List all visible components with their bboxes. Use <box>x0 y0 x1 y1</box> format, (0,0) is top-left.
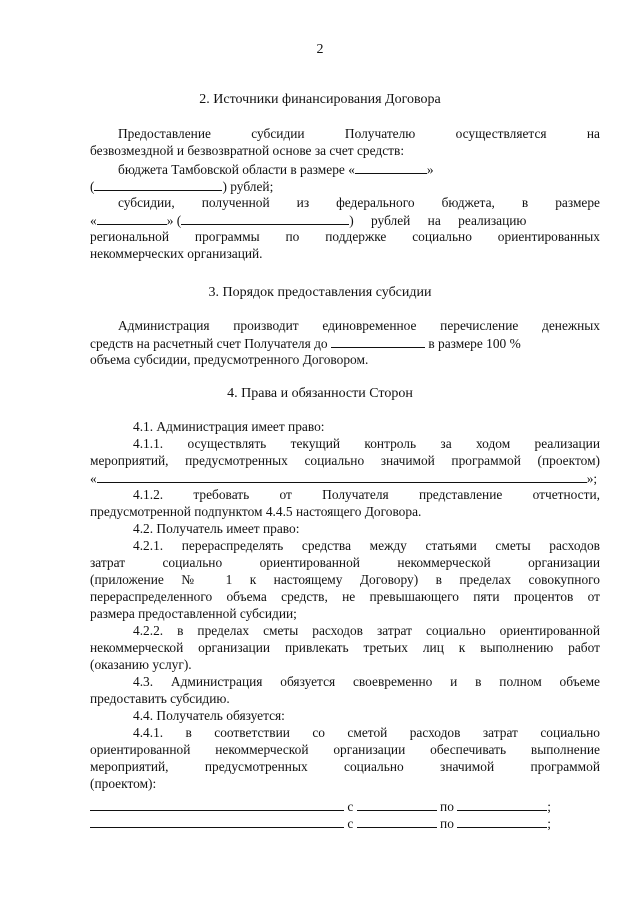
p4-4-1-line-3: мероприятий, предусмотренных социально значимой программой <box>90 759 600 774</box>
section-4-title: 4. Права и обязанности Сторон <box>227 386 413 401</box>
p4-2-1-line-5: размера предоставленной субсидии; <box>90 606 297 621</box>
s3-line-2: средств на расчетный счет Получателя до в размере 100 % <box>90 336 521 351</box>
p4-2-2-line-2: некоммерческой организации привлекать третьих лиц к выполнению работ <box>90 640 600 655</box>
blank-field[interactable] <box>357 798 437 811</box>
p4-2: 4.2. Получатель имеет право: <box>133 521 300 536</box>
p4-1-2-line-2: предусмотренной подпунктом 4.4.5 настоящего Договора. <box>90 504 422 519</box>
s3-line-1: Администрация производит единовременное перечисление денежных <box>118 318 600 333</box>
p4-4: 4.4. Получатель обязуется: <box>133 708 285 723</box>
p4-2-1-line-1: 4.2.1. перераспределять средства между статьями сметы расходов <box>133 538 600 553</box>
section-2-title: 2. Источники финансирования Договора <box>199 92 441 107</box>
blank-field[interactable] <box>331 335 425 348</box>
p4-2-1-line-4: перераспределенного объема средств, не превышающего пяти процентов от <box>90 589 600 604</box>
p4-1-1-line-2: мероприятий, предусмотренных социально значимой программой (проектом) <box>90 453 600 468</box>
s2-line-3-text: бюджета Тамбовской области в размере « <box>118 162 355 177</box>
s2-line-8: некоммерческих организаций. <box>90 246 263 261</box>
p4-2-1-line-3: (приложение № 1 к настоящему Договору) в пределах совокупного <box>90 572 600 587</box>
s2-line-4: ( ) рублей; <box>90 179 274 194</box>
p4-4-1-line-4: (проектом): <box>90 776 157 791</box>
s3-line-3: объема субсидии, предусмотренного Договором. <box>90 352 369 367</box>
s2-line-2: безвозмездной и безвозвратной основе за счет средств: <box>90 143 405 158</box>
blank-field[interactable] <box>94 178 222 191</box>
s2-line-6: « » ( ) рублей на реализацию <box>90 213 527 228</box>
blank-field[interactable] <box>457 815 547 828</box>
s2-line-1: Предоставление субсидии Получателю осуществляется на <box>118 126 600 141</box>
p4-4-1-line-1: 4.4.1. в соответствии со сметой расходов затрат социально <box>133 725 600 740</box>
p4-4-1-line-2: ориентированной некоммерческой организации обеспечивать выполнение <box>90 742 600 757</box>
p4-1-2-line-1: 4.1.2. требовать от Получателя представление отчетности, <box>133 487 600 502</box>
period-row: с по ; <box>90 798 600 815</box>
blank-field[interactable] <box>181 212 349 225</box>
blank-field[interactable] <box>457 798 547 811</box>
blank-field[interactable] <box>90 815 344 828</box>
period-row: с по ; <box>90 815 600 832</box>
s2-line-7: региональной программы по поддержке социально ориентированных <box>90 229 600 244</box>
page-number: 2 <box>316 42 324 57</box>
blank-field[interactable] <box>97 212 167 225</box>
blank-field[interactable] <box>357 815 437 828</box>
p4-1: 4.1. Администрация имеет право: <box>133 419 325 434</box>
p4-3-line-1: 4.3. Администрация обязуется своевременно и в полном объеме <box>133 674 600 689</box>
p4-2-1-line-2: затрат социально ориентированной некоммерческой организации <box>90 555 600 570</box>
section-3-title: 3. Порядок предоставления субсидии <box>208 285 432 300</box>
blank-field[interactable] <box>97 470 587 483</box>
s2-line-5: субсидии, полученной из федерального бюджета, в размере <box>118 195 600 210</box>
p4-2-2-line-3: (оказанию услуг). <box>90 657 192 672</box>
blank-field[interactable] <box>355 161 427 174</box>
p4-1-1-line-3: « »; <box>90 471 598 486</box>
p4-3-line-2: предоставить субсидию. <box>90 691 230 706</box>
blank-field[interactable] <box>90 798 344 811</box>
s2-line-3: бюджета Тамбовской области в размере « » <box>118 162 434 177</box>
p4-2-2-line-1: 4.2.2. в пределах сметы расходов затрат социально ориентированной <box>133 623 600 638</box>
p4-1-1-line-1: 4.1.1. осуществлять текущий контроль за ходом реализации <box>133 436 600 451</box>
